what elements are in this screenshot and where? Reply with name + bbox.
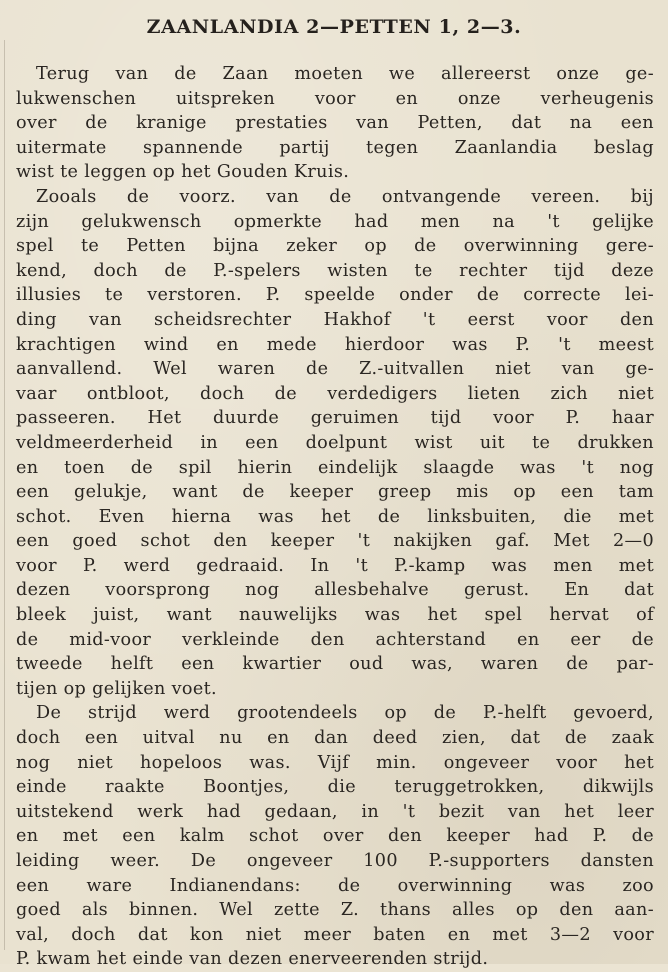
text-line: illusies te verstoren. P. speelde onder de correcte lei-	[16, 285, 654, 306]
text-line: lukwenschen uitspreken voor en onze verheugenis	[16, 88, 654, 109]
text-line: P. kwam het einde van dezen enerveerenden strijd.	[16, 949, 489, 970]
text-line: voor P. werd gedraaid. In 't P.-kamp was men met	[16, 555, 654, 576]
text-line: spel te Petten bijna zeker op de overwinning gere-	[16, 236, 654, 257]
column-rule	[4, 40, 5, 950]
article-paragraph	[16, 701, 654, 972]
text-line: uitermate spannende partij tegen Zaanlandia beslag	[16, 137, 654, 158]
text-line: Zooals de voorz. van de ontvangende vereen. bij	[36, 186, 654, 207]
text-line: wist te leggen op het Gouden Kruis.	[16, 162, 350, 183]
text-line: een goed schot den keeper 't nakijken gaf. Met 2—0	[16, 531, 654, 552]
text-line: val, doch dat kon niet meer baten en met 3—2 voor	[16, 924, 654, 945]
text-line: krachtigen wind en mede hierdoor was P. 't meest	[16, 334, 654, 355]
article-paragraph	[16, 185, 654, 701]
text-line: einde raakte Boontjes, die teruggetrokken, dikwijls	[16, 777, 654, 798]
text-line: Terug van de Zaan moeten we allereerst onze ge-	[36, 64, 654, 84]
text-line: en toen de spil hierin eindelijk slaagde was 't nog	[16, 457, 654, 478]
text-line: de mid-voor verkleinde den achterstand en eer de	[16, 629, 654, 650]
text-line: ding van scheidsrechter Hakhof 't eerst voor den	[16, 309, 654, 330]
text-line: leiding weer. De ongeveer 100 P.-supporters dansten	[16, 851, 654, 871]
text-line: kend, doch de P.-spelers wisten te rechter tijd deze	[16, 260, 654, 281]
article-body	[16, 62, 654, 972]
text-line: vaar ontbloot, doch de verdedigers lieten zich niet	[16, 383, 654, 404]
text-line: passeeren. Het duurde geruimen tijd voor P. haar	[16, 408, 654, 429]
article-title: ZAANLANDIA 2—PETTEN 1, 2—3.	[146, 16, 522, 38]
text-line: doch een uitval nu en dan deed zien, dat de zaak	[16, 728, 654, 749]
text-line: over de kranige prestaties van Petten, dat na een	[16, 113, 654, 134]
text-line: en met een kalm schot over den keeper had P. de	[16, 826, 654, 847]
text-line: De strijd werd grootendeels op de P.-helft gevoerd,	[36, 703, 654, 724]
text-line: goed als binnen. Wel zette Z. thans alles op den aan-	[16, 900, 654, 921]
text-line: tweede helft een kwartier oud was, waren de par-	[16, 654, 654, 675]
text-line: zijn gelukwensch opmerkte had men na 't gelijke	[16, 211, 654, 232]
text-line: bleek juist, want nauwelijks was het spel hervat of	[16, 605, 654, 626]
text-line: schot. Even hierna was het de linksbuiten, die met	[16, 506, 654, 527]
text-line: tijen op gelijken voet.	[16, 678, 217, 699]
text-line: aanvallend. Wel waren de Z.-uitvallen niet van ge-	[16, 359, 654, 380]
text-line: dezen voorsprong nog allesbehalve gerust. En dat	[16, 580, 654, 601]
article-paragraph	[16, 62, 654, 185]
text-line: veldmeerderheid in een doelpunt wist uit te drukken	[16, 432, 654, 453]
text-line: uitstekend werk had gedaan, in 't bezit van het leer	[16, 801, 654, 822]
text-line: een ware Indianendans: de overwinning was zoo	[16, 875, 654, 896]
text-line: een gelukje, want de keeper greep mis op een tam	[16, 482, 654, 503]
text-line: nog niet hopeloos was. Vijf min. ongeveer voor het	[16, 752, 654, 773]
